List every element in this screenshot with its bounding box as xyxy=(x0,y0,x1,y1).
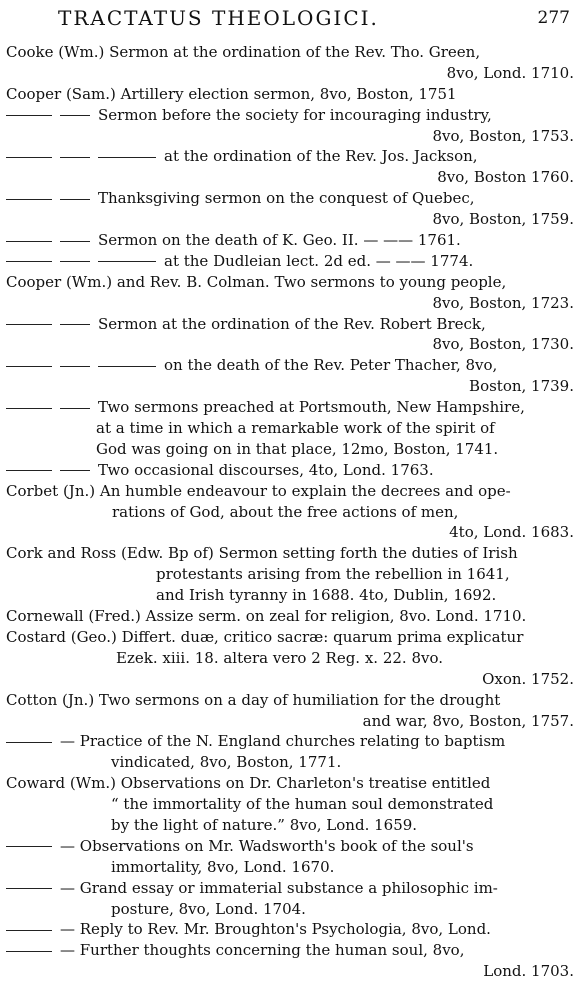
ditto-rule xyxy=(6,157,52,158)
catalog-line xyxy=(6,606,580,627)
ditto-rule xyxy=(60,241,90,242)
catalog-line-text: Cotton (Jn.) Two sermons on a day of humiliation for the drought xyxy=(6,690,501,709)
ditto-rule xyxy=(60,408,90,409)
catalog-line xyxy=(6,418,580,439)
catalog-line-text: Sermon before the society for incouraging industry, xyxy=(98,105,492,124)
catalog-line-text: — Practice of the N. England churches relating to baptism xyxy=(60,732,506,751)
catalog-line-text: “ the immortality of the human soul demonstrated xyxy=(111,795,494,814)
ditto-rule xyxy=(60,366,90,367)
ditto-rule xyxy=(60,470,90,471)
catalog-line-text: and war, 8vo, Boston, 1757. xyxy=(362,711,574,730)
catalog-line xyxy=(6,522,580,543)
catalog-line-text: — Reply to Rev. Mr. Broughton's Psychologia, 8vo, Lond. xyxy=(60,920,491,939)
catalog-line xyxy=(6,397,580,418)
catalog-line-text: at the Dudleian lect. 2d ed. — —— 1774. xyxy=(164,251,474,270)
catalog-line-text: Thanksgiving sermon on the conquest of Quebec, xyxy=(98,189,475,208)
catalog-line-text: Costard (Geo.) Differt. duæ, critico sacræ: quarum prima explicatur xyxy=(6,627,524,646)
catalog-line xyxy=(6,711,580,732)
catalog-line-text: 8vo, Boston, 1723. xyxy=(432,293,574,312)
catalog-line-text: 8vo, Lond. 1710. xyxy=(446,63,574,82)
catalog-line-text: — Observations on Mr. Wadsworth's book of the soul's xyxy=(60,836,474,855)
catalog-line xyxy=(6,272,580,293)
catalog-line-text: immortality, 8vo, Lond. 1670. xyxy=(111,857,335,876)
catalog-line xyxy=(6,126,580,147)
catalog-line-text: Cooke (Wm.) Sermon at the ordination of the Rev. Tho. Green, xyxy=(6,43,481,61)
catalog-line xyxy=(6,63,580,84)
ditto-rule xyxy=(6,408,52,409)
catalog-line xyxy=(6,251,580,272)
catalog-line xyxy=(6,669,580,690)
catalog-entries xyxy=(6,42,580,982)
catalog-line-text: 8vo, Boston 1760. xyxy=(437,168,574,187)
catalog-line xyxy=(6,752,580,773)
catalog-line xyxy=(6,42,580,63)
ditto-rule xyxy=(98,366,156,367)
catalog-line-text: 4to, Lond. 1683. xyxy=(449,523,574,542)
catalog-line-text: protestants arising from the rebellion in 1641, xyxy=(156,565,510,584)
catalog-line xyxy=(6,940,580,961)
catalog-line xyxy=(6,230,580,251)
catalog-line xyxy=(6,334,580,355)
catalog-line-text: Sermon on the death of K. Geo. II. — —— 1761. xyxy=(98,231,461,250)
ditto-rule xyxy=(98,261,156,262)
catalog-line-text: — Further thoughts concerning the human soul, 8vo, xyxy=(60,941,465,960)
catalog-line xyxy=(6,815,580,836)
catalog-line xyxy=(6,857,580,878)
catalog-line-text: on the death of the Rev. Peter Thacher, 8vo, xyxy=(164,356,498,375)
ditto-rule xyxy=(60,324,90,325)
catalog-line xyxy=(6,481,580,502)
catalog-line xyxy=(6,543,580,564)
ditto-rule xyxy=(6,115,52,116)
running-title: TRACTATUS THEOLOGICI. xyxy=(58,6,379,30)
ditto-rule xyxy=(6,261,52,262)
ditto-rule xyxy=(6,241,52,242)
catalog-line xyxy=(6,460,580,481)
catalog-line xyxy=(6,961,580,982)
ditto-rule xyxy=(60,157,90,158)
catalog-line-text: Cornewall (Fred.) Assize serm. on zeal for religion, 8vo. Lond. 1710. xyxy=(6,607,527,626)
catalog-line xyxy=(6,627,580,648)
ditto-rule xyxy=(6,846,52,847)
catalog-line-text: vindicated, 8vo, Boston, 1771. xyxy=(111,753,342,772)
catalog-line-text: 8vo, Boston, 1753. xyxy=(432,126,574,145)
catalog-line xyxy=(6,564,580,585)
catalog-line xyxy=(6,878,580,899)
catalog-line-text: by the light of nature.” 8vo, Lond. 1659. xyxy=(111,815,418,834)
ditto-rule xyxy=(6,470,52,471)
catalog-line-text: Sermon at the ordination of the Rev. Robert Breck, xyxy=(98,314,486,333)
catalog-line-text: God was going on in that place, 12mo, Boston, 1741. xyxy=(96,439,499,458)
ditto-rule xyxy=(6,366,52,367)
catalog-line xyxy=(6,355,580,376)
catalog-line xyxy=(6,794,580,815)
ditto-rule xyxy=(6,951,52,952)
catalog-line-text: Two occasional discourses, 4to, Lond. 1763. xyxy=(98,460,434,479)
catalog-line xyxy=(6,84,580,105)
catalog-line xyxy=(6,188,580,209)
catalog-line-text: Cooper (Sam.) Artillery election sermon, 8vo, Boston, 1751 xyxy=(6,84,457,103)
page-number: 277 xyxy=(537,8,570,28)
catalog-line-text: rations of God, about the free actions of men, xyxy=(112,502,459,521)
catalog-line xyxy=(6,439,580,460)
ditto-rule xyxy=(6,199,52,200)
ditto-rule xyxy=(6,888,52,889)
catalog-line-text: posture, 8vo, Lond. 1704. xyxy=(111,899,306,918)
catalog-line-text: and Irish tyranny in 1688. 4to, Dublin, 1692. xyxy=(156,586,497,605)
catalog-line-text: Ezek. xiii. 18. altera vero 2 Reg. x. 22. 8vo. xyxy=(116,648,444,667)
page-header xyxy=(0,6,586,32)
ditto-rule xyxy=(98,157,156,158)
catalog-line-text: at a time in which a remarkable work of the spirit of xyxy=(96,419,495,438)
catalog-line xyxy=(6,836,580,857)
catalog-line xyxy=(6,731,580,752)
catalog-line xyxy=(6,648,580,669)
catalog-line xyxy=(6,899,580,920)
catalog-line-text: at the ordination of the Rev. Jos. Jackson, xyxy=(164,147,478,166)
catalog-line xyxy=(6,773,580,794)
catalog-line xyxy=(6,293,580,314)
catalog-line-text: 8vo, Boston, 1759. xyxy=(432,210,574,229)
ditto-rule xyxy=(60,199,90,200)
ditto-rule xyxy=(6,742,52,743)
catalog-line-text: Cork and Ross (Edw. Bp of) Sermon setting forth the duties of Irish xyxy=(6,544,518,563)
catalog-line-text: Oxon. 1752. xyxy=(482,669,574,688)
ditto-rule xyxy=(60,261,90,262)
catalog-line xyxy=(6,209,580,230)
catalog-line-text: Coward (Wm.) Observations on Dr. Charleton's treatise entitled xyxy=(6,774,491,793)
catalog-line xyxy=(6,105,580,126)
ditto-rule xyxy=(60,115,90,116)
catalog-line xyxy=(6,919,580,940)
catalog-line-text: Lond. 1703. xyxy=(483,962,574,981)
catalog-line-text: — Grand essay or immaterial substance a philosophic im- xyxy=(60,878,498,897)
catalog-line xyxy=(6,167,580,188)
catalog-line xyxy=(6,585,580,606)
catalog-line xyxy=(6,314,580,335)
catalog-line-text: 8vo, Boston, 1730. xyxy=(432,335,574,354)
catalog-line xyxy=(6,690,580,711)
catalog-line xyxy=(6,502,580,523)
catalog-line xyxy=(6,376,580,397)
ditto-rule xyxy=(6,930,52,931)
catalog-line xyxy=(6,146,580,167)
catalog-line-text: Boston, 1739. xyxy=(469,377,574,396)
ditto-rule xyxy=(6,324,52,325)
catalog-line-text: Cooper (Wm.) and Rev. B. Colman. Two sermons to young people, xyxy=(6,272,507,291)
catalog-line-text: Corbet (Jn.) An humble endeavour to explain the decrees and ope- xyxy=(6,481,511,500)
catalog-line-text: Two sermons preached at Portsmouth, New Hampshire, xyxy=(98,398,525,417)
